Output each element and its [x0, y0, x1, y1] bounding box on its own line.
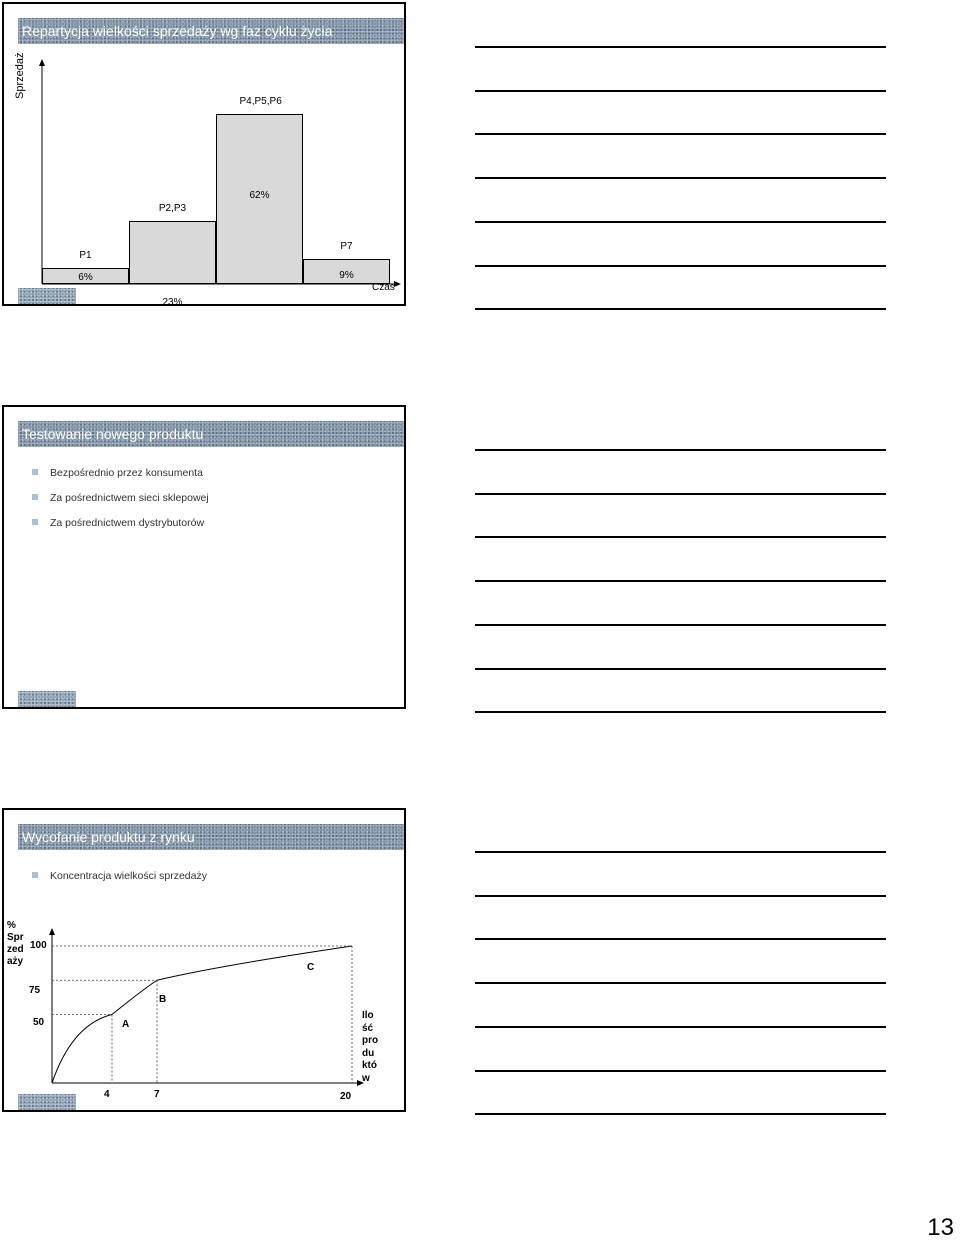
note-line — [475, 133, 886, 135]
note-line — [475, 308, 886, 310]
bar-percent-label: 9% — [339, 270, 354, 281]
bullet-square-icon — [32, 469, 38, 475]
note-line — [475, 982, 886, 984]
note-line — [475, 536, 886, 538]
bullet-item: Za pośrednictwem dystrybutorów — [32, 515, 209, 540]
bar-percent-label: 6% — [78, 271, 93, 283]
slide-sales-repartition — [2, 2, 406, 306]
slide-title: Repartycja wielkości sprzedaży wg faz cyklu życia — [18, 18, 404, 44]
note-line — [475, 46, 886, 48]
x-tick-label: 20 — [340, 1091, 352, 1102]
x-axis-label: Ilo ść pro du któ w — [362, 1010, 379, 1084]
bullet-item: Za pośrednictwem sieci sklepowej — [32, 490, 209, 515]
logo-stamp — [18, 1094, 76, 1110]
logo-stamp — [18, 691, 76, 707]
bullet-item: Bezpośrednio przez konsumenta — [32, 465, 209, 490]
note-line — [475, 938, 886, 940]
bar-category-label: P1 — [79, 249, 92, 261]
bar — [129, 221, 216, 284]
region-label: A — [122, 1019, 130, 1030]
y-axis-label: Sprzedaż — [14, 52, 26, 99]
note-line — [475, 265, 886, 267]
bar-category-label: P4,P5,P6 — [239, 96, 282, 107]
note-line — [475, 895, 886, 897]
y-tick-label: 75 — [29, 985, 41, 997]
region-label: B — [159, 994, 167, 1005]
bar-percent-label: 62% — [249, 190, 270, 201]
bullet-square-icon — [32, 494, 38, 500]
bar-category-label: P2,P3 — [158, 202, 187, 214]
note-line — [475, 711, 886, 713]
note-line — [475, 90, 886, 92]
y-tick-label: 50 — [33, 1016, 45, 1028]
y-axis-arrow — [39, 59, 45, 66]
slide-withdrawal — [2, 808, 406, 1112]
slide-testing — [2, 405, 406, 709]
y-axis-arrow — [49, 928, 55, 935]
x-tick-label: 7 — [154, 1089, 160, 1100]
note-line — [475, 221, 886, 223]
logo-stamp — [18, 288, 76, 304]
bullet-square-icon — [32, 519, 38, 525]
note-line — [475, 624, 886, 626]
slide-title: Wycofanie produktu z rynku — [18, 824, 404, 850]
note-line — [475, 1070, 886, 1072]
x-axis-label: Czas — [372, 282, 395, 293]
note-line — [475, 449, 886, 451]
note-line — [475, 851, 886, 853]
concentration-chart — [4, 810, 404, 1110]
x-tick-label: 4 — [104, 1089, 110, 1100]
note-line — [475, 1026, 886, 1028]
note-line — [475, 493, 886, 495]
region-label: C — [307, 962, 315, 973]
bar-category-label: P7 — [340, 241, 353, 253]
y-tick-label: 100 — [30, 940, 47, 951]
y-axis-label: % Spr zed aży — [7, 920, 24, 967]
slide-title: Testowanie nowego produktu — [18, 421, 404, 447]
note-line — [475, 580, 886, 582]
note-line — [475, 1113, 886, 1115]
bar-percent-label: 23% — [162, 296, 183, 308]
bullet-item: Koncentracja wielkości sprzedaży — [32, 868, 207, 893]
bullet-list — [32, 465, 209, 540]
note-line — [475, 177, 886, 179]
page-number: 13 — [927, 1214, 954, 1241]
x-axis-arrow — [394, 281, 401, 287]
note-line — [475, 668, 886, 670]
